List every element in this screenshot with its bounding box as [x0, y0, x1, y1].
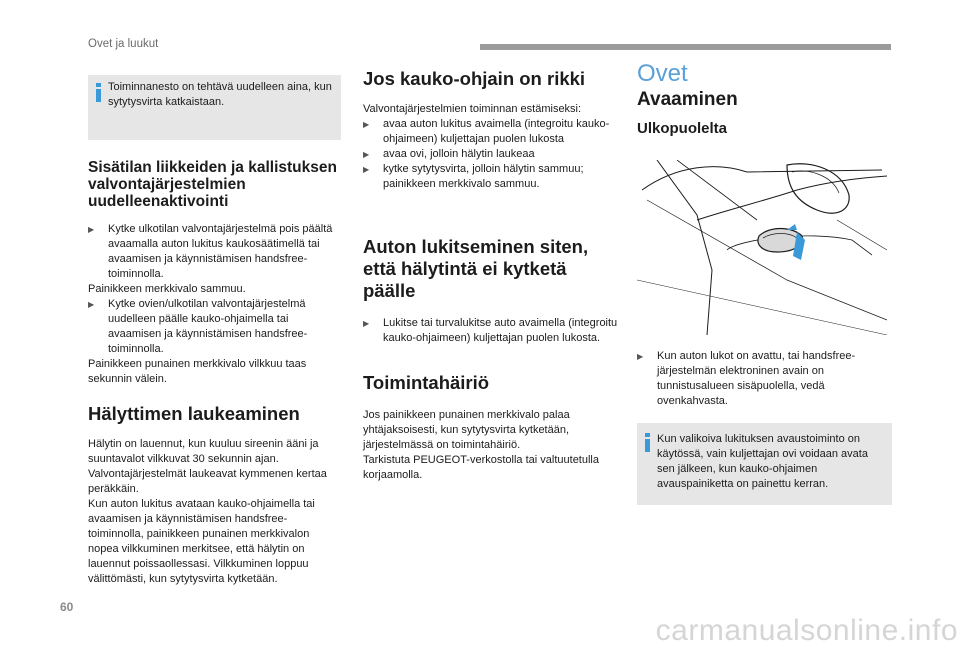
page-number: 60: [60, 600, 74, 614]
list-item: ▶ Kytke ovien/ulkotilan valvontajärjestelmä uudelleen päälle kauko-ohjaimella tai avaamisen ja käynnistämisen handsfree-toiminnolla.: [88, 297, 341, 357]
section-heading: Sisätilan liikkeiden ja kallistuksen valvontajärjestelmien uudelleenaktivointi: [88, 159, 337, 210]
info-icon: [96, 83, 101, 102]
section-heading: Jos kauko-ohjain on rikki: [363, 68, 586, 89]
list-item: ▶ avaa auton lukitus avaimella (integroitu kauko-ohjaimeen) kuljettajan puolen lukosta: [363, 117, 618, 147]
section-heading: Avaaminen: [637, 89, 738, 110]
info-note: [88, 75, 341, 140]
list-item: ▶ avaa ovi, jolloin hälytin laukeaa: [363, 147, 618, 162]
left-column: [88, 75, 341, 587]
right-column: [637, 60, 892, 137]
chapter-title: Ovet: [637, 60, 688, 87]
right-column-lower: [637, 349, 892, 505]
body-text: Tarkistuta PEUGEOT-verkostolla tai valtuutetulla korjaamolla.: [363, 454, 599, 481]
note-text: Kun valikoiva lukituksen avaustoiminto on käytössä, vain kuljettajan ovi voidaan avata sen jälkeen, kun kauko-ohjaimen avauspainiketta on painettu kerran.: [657, 433, 868, 490]
watermark: carmanualsonline.info: [655, 614, 958, 647]
body-text: Valvontajärjestelmät laukeavat kymmenen kertaa peräkkäin.: [88, 468, 327, 495]
body-text: Hälytin on lauennut, kun kuuluu sireenin ääni ja suuntavalot vilkkuvat 30 sekunnin ajan.: [88, 438, 319, 465]
note-text: Toiminnanesto on tehtävä uudelleen aina, kun sytytysvirta katkaistaan.: [108, 81, 332, 108]
body-text: Kun auton lukitus avataan kauko-ohjaimella tai avaamisen ja käynnistämisen handsfree-toiminnolla, painikkeen punainen merkkivalon nopea vilkkuminen merkitsee, että hälytin on lauennut poissaollessasi. Vilkkuminen loppuu välittömästi, kun sytytysvirta kytketään.: [88, 498, 315, 585]
body-text: Painikkeen punainen merkkivalo vilkkuu taas sekunnin välein.: [88, 358, 307, 385]
body-text: Valvontajärjestelmien toiminnan estämiseksi:: [363, 103, 582, 115]
section-heading: Hälyttimen laukeaminen: [88, 403, 300, 424]
body-text: Painikkeen merkkivalo sammuu.: [88, 283, 246, 295]
body-text: Jos painikkeen punainen merkkivalo palaa yhtäjaksoisesti, kun sytytysvirta kytketään, järjestelmässä on toimintahäiriö.: [363, 409, 570, 451]
list-item: ▶ Lukitse tai turvalukitse auto avaimella (integroitu kauko-ohjaimeen) kuljettajan puolen lukosta.: [363, 316, 618, 346]
list-item: ▶ Kytke ulkotilan valvontajärjestelmä pois päältä avaamalla auton lukitus kaukosäätimellä tai avaamisen ja käynnistämisen handsfree-toiminnolla.: [88, 222, 341, 282]
subsection-heading: Ulkopuolelta: [637, 120, 728, 137]
door-handle-illustration: [637, 160, 892, 335]
header-rule: [480, 44, 891, 50]
section-heading: Auton lukitseminen siten, että hälytintä ei kytketä päälle: [363, 236, 589, 301]
list-item: ▶ Kun auton lukot on avattu, tai handsfree-järjestelmän elektroninen avain on tunnistusalueen sisäpuolella, vedä ovenkahvasta.: [637, 349, 892, 409]
list-item: ▶ kytke sytytysvirta, jolloin hälytin sammuu; painikkeen merkkivalo sammuu.: [363, 162, 618, 192]
section-heading: Toimintahäiriö: [363, 372, 490, 393]
info-icon: [645, 433, 650, 452]
info-note: [637, 423, 892, 505]
running-header: Ovet ja luukut: [88, 38, 159, 50]
middle-column: [363, 68, 618, 483]
